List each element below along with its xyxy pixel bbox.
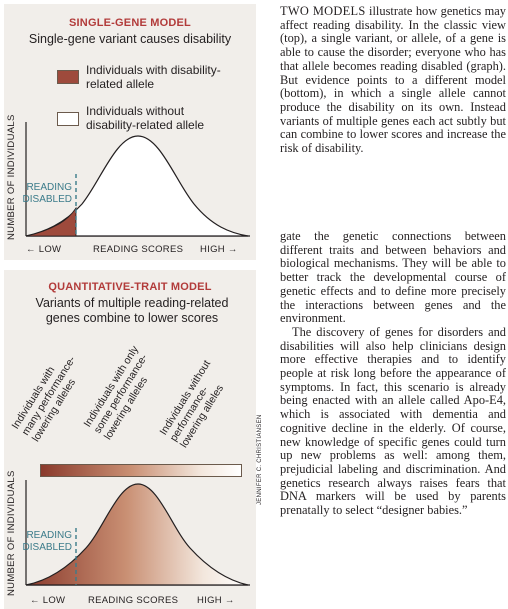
single-gene-plot — [4, 4, 256, 260]
x-axis-title: READING SCORES — [93, 244, 184, 255]
x-axis-low-label: ← LOW — [26, 244, 62, 255]
group-label-some-alleles: Individuals with only some performance-lowering alleles — [81, 343, 151, 442]
article-body — [280, 230, 506, 518]
panel-subtitle: Variants of multiple reading-related genes combine to lower scores — [35, 296, 229, 325]
x-axis-low-label: ← LOW — [30, 595, 66, 606]
x-axis-title: READING SCORES — [88, 595, 179, 606]
panel-title: QUANTITATIVE-TRAIT MODEL — [48, 281, 212, 293]
x-axis-high-label: HIGH → — [197, 595, 235, 606]
caption-text: illustrate how genetics may affect reading disability. In the classic view (top), a single variant, or allele, of a gene is able to cause the disorder; everyone who has that allele becomes reading disabled (graph). But evidence points to a different model (bottom), in which a single allele cannot produce the disability on its own. Instead variants of multiple genes each act subtly but can combine to lower scores and increase the risk of disability. — [280, 4, 506, 156]
y-axis-label: NUMBER OF INDIVIDUALS — [6, 114, 17, 240]
illustration-credit: JENNIFER C. CHRISTIANSEN — [257, 414, 263, 505]
body-paragraph: The discovery of genes for disorders and disabilities will also help clinicians design more effective therapies and to identify people at risk long before the appearance of symptoms. In fact, this scenario is already being enacted with an allele called Apo-E4, which is associated with dementia and cognitive decline in the elderly. Of course, new knowledge of specific genes could turn up new problems as well: among them, prejudicial labeling and discrimination. And genetics research always raises fears that DNA markers will be used by parents prenatally to select “designer babies.” — [280, 324, 506, 518]
single-gene-model-panel — [4, 4, 256, 260]
reading-disabled-label: READING DISABLED — [22, 182, 72, 205]
quantitative-trait-plot — [4, 270, 256, 609]
disabled-tail-area — [26, 208, 76, 236]
reading-disabled-label: READING DISABLED — [22, 530, 72, 553]
body-paragraph: gate the genetic connections between different traits and between behaviors and biological mechanisms. They will be able to better track the developmental course of genetic effects and to define more precisely the interactions between genes and the environment. — [280, 229, 506, 326]
legend-label-without-allele: Individuals without disability-related allele — [86, 104, 205, 132]
y-axis-label: NUMBER OF INDIVIDUALS — [6, 470, 17, 596]
group-label-no-alleles: Individuals without performance-lowering alleles — [157, 358, 227, 450]
panel-title: SINGLE-GENE MODEL — [69, 17, 191, 29]
quantitative-trait-model-panel — [4, 270, 256, 609]
legend-label-with-allele: Individuals with disability-related allele — [86, 63, 221, 91]
panel-subtitle: Single-gene variant causes disability — [28, 32, 232, 46]
x-axis-high-label: HIGH → — [200, 244, 238, 255]
caption-lead: TWO MODELS — [280, 4, 366, 18]
group-label-many-alleles: Individuals with many performance-lowering alleles — [9, 354, 79, 444]
figure-caption — [280, 5, 506, 156]
